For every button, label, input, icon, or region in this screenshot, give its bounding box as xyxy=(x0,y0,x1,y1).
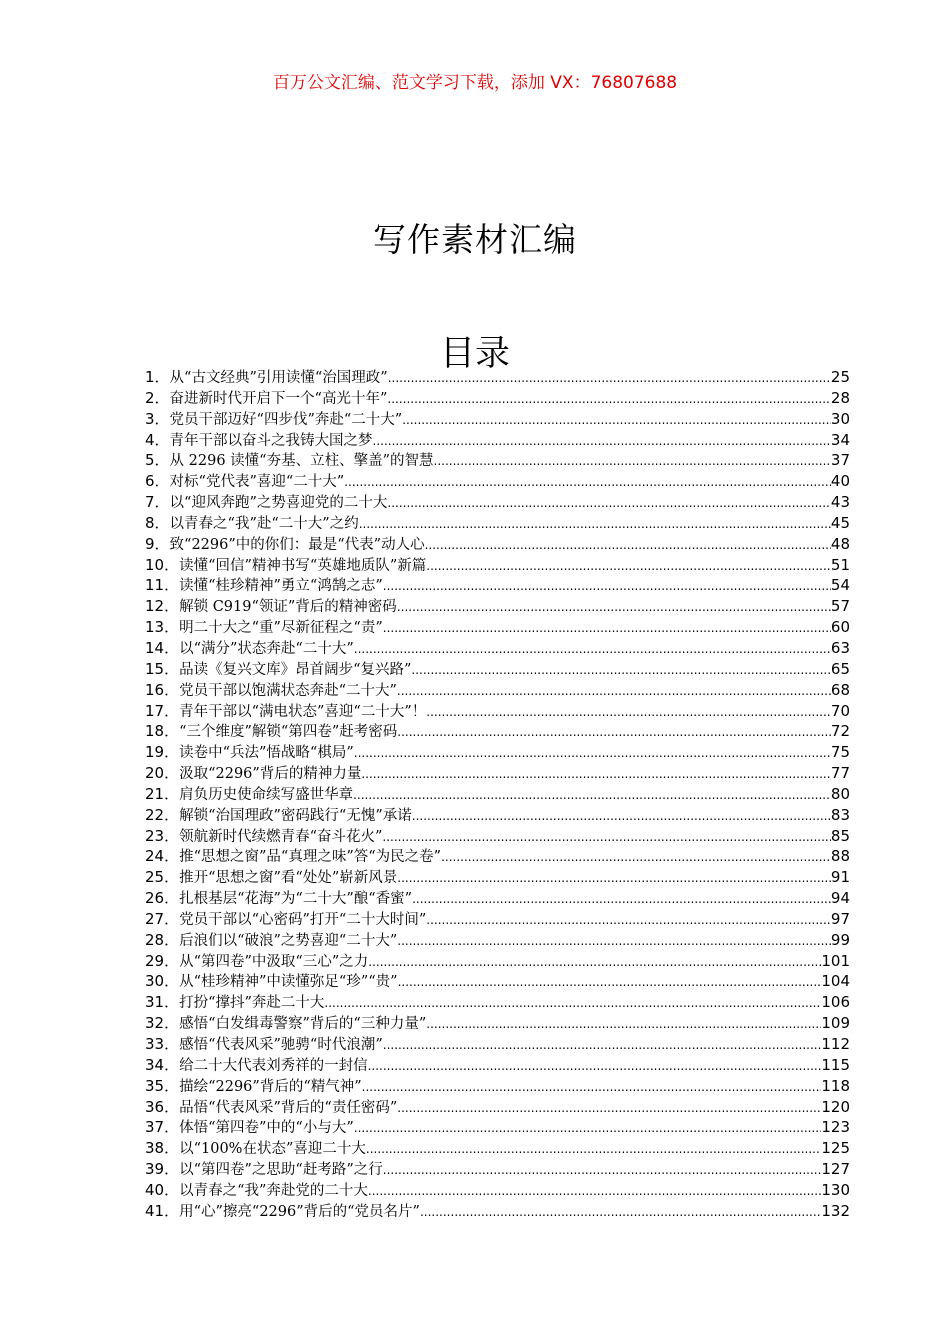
toc-entry-number: 37． xyxy=(145,1118,180,1137)
toc-entry-title: 领航新时代续燃青春“奋斗花火” xyxy=(179,828,383,845)
toc-entry-title: 解锁 C919“领证”背后的精神密码 xyxy=(179,599,397,616)
toc-entry-title: 品读《复兴文库》昂首阔步“复兴路” xyxy=(179,661,412,678)
toc-entry-page-number: 85 xyxy=(830,826,850,845)
toc-entry[interactable] xyxy=(145,826,850,847)
toc-entry-dot-leader xyxy=(402,410,831,430)
toc-entry[interactable] xyxy=(145,1138,850,1159)
toc-entry-dot-leader xyxy=(412,806,831,826)
toc-entry-number: 41． xyxy=(145,1201,180,1220)
toc-entry[interactable] xyxy=(145,409,850,430)
toc-entry[interactable] xyxy=(145,930,850,951)
toc-entry-number: 14． xyxy=(145,638,180,657)
toc-entry-title: 品悟“代表风采”背后的“责任密码” xyxy=(179,1099,398,1116)
toc-entry-dot-leader xyxy=(434,451,831,471)
toc-entry-page-number: 48 xyxy=(830,534,850,553)
toc-entry-dot-leader xyxy=(383,1160,822,1180)
toc-entry-number: 11． xyxy=(145,576,180,595)
toc-entry-page-number: 28 xyxy=(830,388,850,407)
toc-entry-number: 40． xyxy=(145,1180,180,1199)
toc-entry[interactable] xyxy=(145,846,850,867)
toc-entry-number: 4． xyxy=(145,430,170,449)
toc-entry-dot-leader xyxy=(388,368,831,388)
toc-entry[interactable] xyxy=(145,1159,850,1180)
toc-entry-title: 以“100%在状态”喜迎二十大 xyxy=(179,1141,366,1158)
toc-entry-dot-leader xyxy=(426,910,831,930)
toc-entry-number: 18． xyxy=(145,722,180,741)
toc-entry[interactable] xyxy=(145,1097,850,1118)
toc-entry-page-number: 45 xyxy=(830,513,850,532)
toc-entry[interactable] xyxy=(145,367,850,388)
toc-entry[interactable] xyxy=(145,1013,850,1034)
toc-entry[interactable] xyxy=(145,1055,850,1076)
toc-entry-page-number: 91 xyxy=(830,868,850,887)
toc-entry-page-number: 118 xyxy=(821,1076,850,1095)
toc-entry[interactable] xyxy=(145,763,850,784)
toc-entry-number: 16． xyxy=(145,680,180,699)
toc-entry-number: 9． xyxy=(145,534,170,553)
toc-entry[interactable] xyxy=(145,992,850,1013)
toc-entry-number: 28． xyxy=(145,930,180,949)
toc-entry-title: 给二十大代表刘秀祥的一封信 xyxy=(179,1057,368,1074)
toc-entry-dot-leader xyxy=(361,764,831,784)
toc-entry[interactable] xyxy=(145,971,850,992)
toc-entry-title: 推开“思想之窗”看“处处”崭新风景 xyxy=(179,870,398,887)
toc-entry-number: 35． xyxy=(145,1076,180,1095)
toc-entry-title: 读懂“回信”精神书写“英雄地质队”新篇 xyxy=(179,557,427,574)
toc-entry[interactable] xyxy=(145,1076,850,1097)
toc-entry-dot-leader xyxy=(368,952,821,972)
toc-entry[interactable] xyxy=(145,575,850,596)
toc-entry-title: 感悟“白发缉毒警察”背后的“三种力量” xyxy=(179,1016,427,1033)
toc-entry-number: 26． xyxy=(145,889,180,908)
toc-entry-dot-leader xyxy=(398,972,822,992)
toc-entry-page-number: 88 xyxy=(830,847,850,866)
toc-entry-number: 32． xyxy=(145,1014,180,1033)
toc-entry-number: 7． xyxy=(145,493,170,512)
toc-entry-title: 以“满分”状态奔赴“二十大” xyxy=(179,640,354,657)
toc-entry-page-number: 99 xyxy=(830,930,850,949)
toc-entry-page-number: 97 xyxy=(830,909,850,928)
toc-entry-dot-leader xyxy=(426,702,831,722)
toc-entry-number: 24． xyxy=(145,847,180,866)
toc-entry-page-number: 72 xyxy=(830,722,850,741)
toc-entry-page-number: 51 xyxy=(830,555,850,574)
toc-entry-title: 感悟“代表风采”驰骋“时代浪潮” xyxy=(179,1037,383,1053)
toc-entry-number: 20． xyxy=(145,764,180,783)
toc-entry-page-number: 40 xyxy=(830,472,850,491)
toc-entry[interactable] xyxy=(145,867,850,888)
toc-entry[interactable] xyxy=(145,555,850,576)
toc-entry[interactable] xyxy=(145,471,850,492)
toc-entry-dot-leader xyxy=(387,493,831,513)
toc-entry[interactable] xyxy=(145,909,850,930)
toc-entry-dot-leader xyxy=(397,722,831,742)
toc-entry[interactable] xyxy=(145,1201,850,1222)
toc-entry-number: 6． xyxy=(145,472,170,491)
toc-entry-title: 读卷中“兵法”悟战略“棋局” xyxy=(179,745,354,762)
toc-entry-dot-leader xyxy=(324,993,821,1013)
toc-entry-dot-leader xyxy=(366,1139,821,1159)
toc-entry-page-number: 112 xyxy=(821,1035,850,1053)
toc-entry-dot-leader xyxy=(354,1118,822,1138)
toc-entry-title: 致“2296”中的你们：最是“代表”动人心 xyxy=(169,536,425,553)
toc-entry[interactable] xyxy=(145,638,850,659)
toc-entry-dot-leader xyxy=(397,681,831,701)
toc-entry-title: 从“古文经典”引用读懂“治国理政” xyxy=(169,370,388,386)
toc-entry-title: 后浪们以“破浪”之势喜迎“二十大” xyxy=(179,932,398,949)
toc-entry-title: 对标“党代表”喜迎“二十大” xyxy=(169,474,345,491)
toc-entry-number: 36． xyxy=(145,1097,180,1116)
toc-entry-number: 15． xyxy=(145,659,180,678)
toc-entry-page-number: 115 xyxy=(821,1055,850,1074)
toc-entry-dot-leader xyxy=(373,431,831,451)
toc-entry-page-number: 43 xyxy=(830,493,850,512)
toc-entry-page-number: 94 xyxy=(830,889,850,908)
toc-entry[interactable] xyxy=(145,680,850,701)
toc-entry-title: 推“思想之窗”品“真理之味”答“为民之卷” xyxy=(179,849,442,866)
toc-entry-page-number: 127 xyxy=(821,1160,850,1179)
toc-entry-page-number: 101 xyxy=(821,951,850,970)
toc-entry-title: 青年干部以奋斗之我铸大国之梦 xyxy=(169,432,373,449)
toc-entry-number: 5． xyxy=(145,451,170,470)
toc-entry-dot-leader xyxy=(425,535,831,555)
toc-entry-dot-leader xyxy=(397,868,831,888)
toc-entry-dot-leader xyxy=(383,618,831,638)
toc-entry[interactable] xyxy=(145,784,850,805)
toc-entry-page-number: 106 xyxy=(821,993,850,1012)
toc-entry-number: 12． xyxy=(145,597,180,616)
toc-entry-title: 党员干部以饱满状态奔赴“二十大” xyxy=(179,682,397,699)
toc-entry-page-number: 70 xyxy=(830,701,850,720)
toc-entry[interactable] xyxy=(145,721,850,742)
toc-entry-title: 以青春之“我”赴“二十大”之约 xyxy=(169,515,359,532)
toc-entry-page-number: 57 xyxy=(830,597,850,616)
toc-entry-dot-leader xyxy=(426,1014,821,1034)
toc-entry-title: 以“第四卷”之思助“赶考路”之行 xyxy=(179,1162,383,1179)
toc-title: 目录 xyxy=(439,334,510,374)
toc-entry-page-number: 34 xyxy=(830,430,850,449)
toc-entry-number: 33． xyxy=(145,1035,180,1053)
toc-entry-title: 从“桂珍精神”中读懂弥足“珍”“贵” xyxy=(179,974,398,991)
toc-entry-number: 23． xyxy=(145,826,180,845)
toc-entry-title: 扎根基层“花海”为“二十大”酿“香蜜” xyxy=(179,891,413,908)
toc-entry-title: 汲取“2296”背后的精神力量 xyxy=(179,766,362,783)
toc-entry-dot-leader xyxy=(420,1202,821,1222)
toc-entry-number: 1． xyxy=(145,368,170,386)
toc-entry-dot-leader xyxy=(383,1035,822,1055)
toc-entry-dot-leader xyxy=(411,660,830,680)
toc-entry-page-number: 83 xyxy=(830,805,850,824)
toc-entry-dot-leader xyxy=(362,1077,822,1097)
toc-entry[interactable] xyxy=(145,534,850,555)
toc-entry-dot-leader xyxy=(354,743,831,763)
toc-entry-number: 2． xyxy=(145,388,170,407)
toc-entry-page-number: 77 xyxy=(830,764,850,783)
toc-entry-title: “三个维度”解锁“第四卷”赶考密码 xyxy=(179,724,398,741)
toc-entry-dot-leader xyxy=(344,472,831,492)
toc-entry-number: 10． xyxy=(145,555,180,574)
toc-entry-number: 17． xyxy=(145,701,180,720)
toc-entry-title: 打扮“撑抖”奔赴二十大 xyxy=(179,995,325,1012)
toc-entry-title: 明二十大之“重”尽新征程之“责” xyxy=(179,620,383,637)
toc-entry-title: 从 2296 读懂“夯基、立柱、擎盖”的智慧 xyxy=(169,453,434,470)
toc-entry-dot-leader xyxy=(397,597,831,617)
toc-entry-title: 从“第四卷”中汲取“三心”之力 xyxy=(179,953,369,970)
toc-entry-dot-leader xyxy=(368,1056,822,1076)
toc-entry-page-number: 68 xyxy=(830,680,850,699)
toc-entry-dot-leader xyxy=(441,847,831,867)
toc-entry-dot-leader xyxy=(359,514,831,534)
toc-entry-title: 党员干部以“心密码”打开“二十大时间” xyxy=(179,911,427,928)
toc-entry-number: 8． xyxy=(145,513,170,532)
toc-entry-dot-leader xyxy=(368,1181,821,1201)
toc-entry-dot-leader xyxy=(387,389,831,409)
toc-entry-title: 以“迎风奔跑”之势喜迎党的二十大 xyxy=(169,495,388,512)
toc-entry-page-number: 30 xyxy=(830,409,850,428)
toc-entry[interactable] xyxy=(145,450,850,471)
header-watermark-note: 百万公文汇编、范文学习下载，添加 VX：76807688 xyxy=(272,73,678,93)
toc-entry-title: 以青春之“我”奔赴党的二十大 xyxy=(179,1182,368,1199)
toc-entry[interactable] xyxy=(145,1180,850,1201)
toc-entry-number: 21． xyxy=(145,784,180,803)
toc-entry-number: 25． xyxy=(145,868,180,887)
toc-entry[interactable] xyxy=(145,701,850,722)
toc-entry-page-number: 65 xyxy=(830,659,850,678)
toc-entry-dot-leader xyxy=(383,576,831,596)
toc-entry-number: 39． xyxy=(145,1160,180,1179)
toc-entry[interactable] xyxy=(145,742,850,763)
toc-entry-dot-leader xyxy=(397,1098,821,1118)
toc-entry[interactable] xyxy=(145,513,850,534)
toc-entry[interactable] xyxy=(145,805,850,826)
toc-entry[interactable] xyxy=(145,388,850,409)
toc-entry-title: 解锁“治国理政”密码践行“无愧”承诺 xyxy=(179,807,412,824)
toc-entry-title: 党员干部迈好“四步伐”奔赴“二十大” xyxy=(169,411,403,428)
toc-entry[interactable] xyxy=(145,951,850,972)
toc-entry-page-number: 104 xyxy=(821,972,850,991)
toc-entry-number: 38． xyxy=(145,1139,180,1158)
toc-entry[interactable] xyxy=(145,492,850,513)
toc-entry-page-number: 125 xyxy=(821,1139,850,1158)
toc-entry-page-number: 80 xyxy=(830,784,850,803)
toc-entry-page-number: 25 xyxy=(830,368,850,386)
toc-entry-title: 用“心”擦亮“2296”背后的“党员名片” xyxy=(179,1203,420,1220)
toc-entry-dot-leader xyxy=(412,889,831,909)
toc-entry-dot-leader xyxy=(354,639,831,659)
toc-entry-page-number: 130 xyxy=(821,1180,850,1199)
toc-entry-number: 31． xyxy=(145,993,180,1012)
toc-entry-number: 30． xyxy=(145,972,180,991)
toc-entry-page-number: 109 xyxy=(821,1014,850,1033)
toc-entry-number: 27． xyxy=(145,909,180,928)
toc-entry-page-number: 120 xyxy=(821,1097,850,1116)
table-of-contents xyxy=(145,367,850,1222)
toc-entry-dot-leader xyxy=(397,931,831,951)
toc-entry-title: 体悟“第四卷”中的“小与大” xyxy=(179,1120,354,1137)
toc-entry-dot-leader xyxy=(353,785,831,805)
toc-entry-page-number: 132 xyxy=(821,1201,850,1220)
toc-entry[interactable] xyxy=(145,596,850,617)
toc-entry-number: 22． xyxy=(145,805,180,824)
toc-entry-number: 13． xyxy=(145,618,180,637)
toc-entry-page-number: 63 xyxy=(830,638,850,657)
toc-entry[interactable] xyxy=(145,659,850,680)
toc-entry-title: 青年干部以“满电状态”喜迎“二十大”！ xyxy=(179,703,427,720)
toc-entry[interactable] xyxy=(145,1034,850,1055)
toc-entry-title: 肩负历史使命续写盛世华章 xyxy=(179,786,354,803)
toc-entry-number: 3． xyxy=(145,409,170,428)
toc-entry-page-number: 37 xyxy=(830,451,850,470)
toc-entry[interactable] xyxy=(145,430,850,451)
toc-entry-number: 19． xyxy=(145,743,180,762)
toc-entry-dot-leader xyxy=(382,827,830,847)
toc-entry-number: 29． xyxy=(145,951,180,970)
toc-entry[interactable] xyxy=(145,888,850,909)
toc-entry-number: 34． xyxy=(145,1055,180,1074)
toc-entry-title: 描绘“2296”背后的“精气神” xyxy=(179,1078,362,1095)
toc-entry[interactable] xyxy=(145,1117,850,1138)
toc-entry-page-number: 54 xyxy=(830,576,850,595)
toc-entry-page-number: 75 xyxy=(830,743,850,762)
toc-entry-page-number: 60 xyxy=(830,618,850,637)
toc-entry-dot-leader xyxy=(426,556,831,576)
toc-entry-page-number: 123 xyxy=(821,1118,850,1137)
toc-entry-title: 读懂“桂珍精神”勇立“鸿鹄之志” xyxy=(179,578,383,595)
toc-entry[interactable] xyxy=(145,617,850,638)
toc-entry-title: 奋进新时代开启下一个“高光十年” xyxy=(169,390,388,407)
document-title: 写作素材汇编 xyxy=(373,220,577,259)
